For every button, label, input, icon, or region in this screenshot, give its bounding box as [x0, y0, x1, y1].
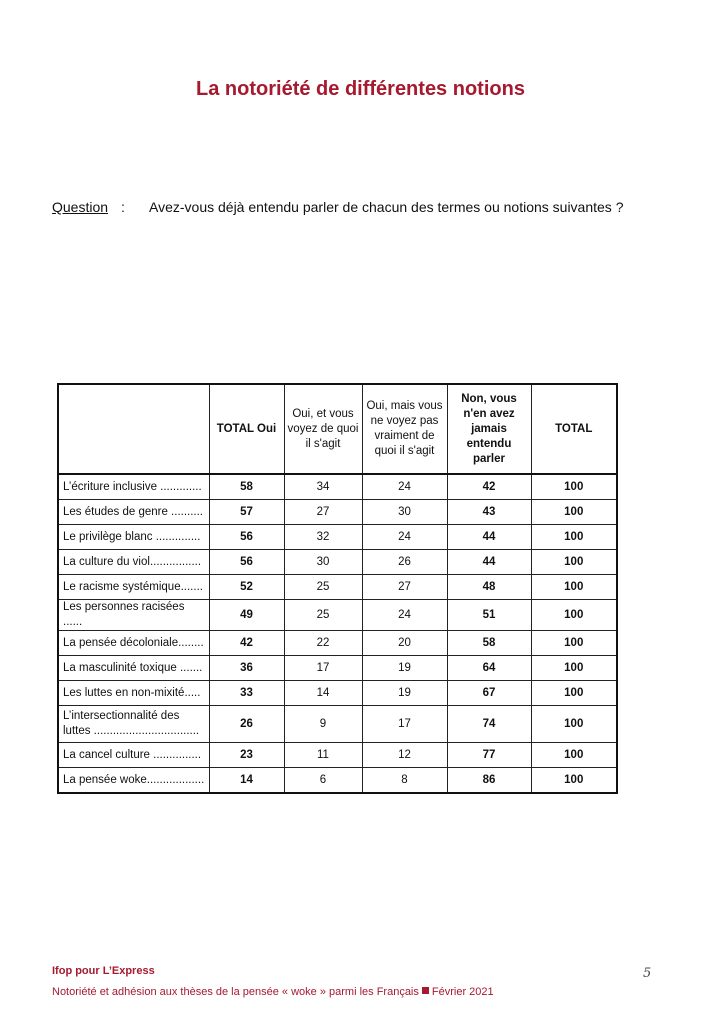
- cell-non: 44: [447, 550, 531, 575]
- table-row: [58, 500, 617, 525]
- cell-oui-voyez: 34: [284, 474, 362, 500]
- cell-oui-voyez: 14: [284, 681, 362, 706]
- footer-study-title: Notoriété et adhésion aux thèses de la pensée « woke » parmi les Français: [52, 986, 419, 998]
- table-body: [58, 474, 617, 793]
- cell-oui-pas-vraiment: 17: [362, 706, 447, 743]
- table-header-row: [58, 384, 617, 474]
- cell-non: 58: [447, 631, 531, 656]
- cell-total: 100: [531, 525, 617, 550]
- cell-total: 100: [531, 706, 617, 743]
- table-row: [58, 681, 617, 706]
- square-bullet-icon: [422, 987, 429, 994]
- table-row: [58, 525, 617, 550]
- row-label: La pensée woke..................: [58, 768, 209, 794]
- cell-total-oui: 42: [209, 631, 284, 656]
- cell-non: 64: [447, 656, 531, 681]
- cell-total-oui: 52: [209, 575, 284, 600]
- cell-non: 74: [447, 706, 531, 743]
- question-text: Avez-vous déjà entendu parler de chacun des termes ou notions suivantes ?: [149, 199, 624, 215]
- cell-oui-voyez: 25: [284, 600, 362, 631]
- table-row: [58, 656, 617, 681]
- cell-non: 43: [447, 500, 531, 525]
- table-row: [58, 575, 617, 600]
- row-label: La masculinité toxique .......: [58, 656, 209, 681]
- cell-total-oui: 26: [209, 706, 284, 743]
- header-oui-voyez: Oui, et vous voyez de quoi il s'agit: [284, 384, 362, 474]
- cell-total: 100: [531, 768, 617, 794]
- cell-oui-pas-vraiment: 24: [362, 474, 447, 500]
- cell-total-oui: 56: [209, 550, 284, 575]
- cell-non: 86: [447, 768, 531, 794]
- question-label: Question: [52, 199, 109, 215]
- cell-non: 44: [447, 525, 531, 550]
- cell-oui-voyez: 32: [284, 525, 362, 550]
- row-label: La pensée décoloniale........: [58, 631, 209, 656]
- table-row: [58, 550, 617, 575]
- cell-oui-voyez: 30: [284, 550, 362, 575]
- cell-total: 100: [531, 631, 617, 656]
- table-row: [58, 706, 617, 743]
- table-row: [58, 600, 617, 631]
- footer-study: [52, 986, 494, 998]
- cell-oui-voyez: 11: [284, 743, 362, 768]
- row-label: L’intersectionnalité des luttes .................................: [58, 706, 209, 743]
- cell-oui-pas-vraiment: 27: [362, 575, 447, 600]
- cell-oui-voyez: 22: [284, 631, 362, 656]
- cell-oui-pas-vraiment: 20: [362, 631, 447, 656]
- cell-total: 100: [531, 500, 617, 525]
- table-row: [58, 631, 617, 656]
- header-non: Non, vous n'en avez jamais entendu parler: [447, 384, 531, 474]
- cell-total-oui: 33: [209, 681, 284, 706]
- row-label: La cancel culture ...............: [58, 743, 209, 768]
- footer-date: Février 2021: [431, 986, 494, 998]
- cell-total: 100: [531, 550, 617, 575]
- cell-non: 77: [447, 743, 531, 768]
- cell-oui-pas-vraiment: 19: [362, 681, 447, 706]
- row-label: Le privilège blanc ..............: [58, 525, 209, 550]
- cell-non: 51: [447, 600, 531, 631]
- header-total-oui: TOTAL Oui: [209, 384, 284, 474]
- page-number: 5: [643, 966, 652, 981]
- table-row: [58, 743, 617, 768]
- cell-total-oui: 36: [209, 656, 284, 681]
- cell-non: 42: [447, 474, 531, 500]
- cell-oui-pas-vraiment: 24: [362, 600, 447, 631]
- cell-total: 100: [531, 743, 617, 768]
- cell-total: 100: [531, 474, 617, 500]
- cell-total-oui: 56: [209, 525, 284, 550]
- cell-total-oui: 49: [209, 600, 284, 631]
- cell-oui-voyez: 9: [284, 706, 362, 743]
- cell-total: 100: [531, 681, 617, 706]
- cell-total-oui: 58: [209, 474, 284, 500]
- cell-total: 100: [531, 575, 617, 600]
- row-label: Les personnes racisées ......: [58, 600, 209, 631]
- table-row: [58, 474, 617, 500]
- cell-oui-voyez: 17: [284, 656, 362, 681]
- cell-oui-voyez: 25: [284, 575, 362, 600]
- row-label: Les luttes en non-mixité.....: [58, 681, 209, 706]
- cell-total: 100: [531, 656, 617, 681]
- cell-total-oui: 23: [209, 743, 284, 768]
- header-oui-pas-vraiment: Oui, mais vous ne voyez pas vraiment de quoi il s'agit: [362, 384, 447, 474]
- cell-oui-pas-vraiment: 24: [362, 525, 447, 550]
- row-label: L’écriture inclusive .............: [58, 474, 209, 500]
- header-total: TOTAL: [531, 384, 617, 474]
- cell-oui-pas-vraiment: 8: [362, 768, 447, 794]
- page-title: La notoriété de différentes notions: [196, 78, 525, 100]
- header-empty: [58, 384, 209, 474]
- cell-oui-pas-vraiment: 12: [362, 743, 447, 768]
- cell-total-oui: 57: [209, 500, 284, 525]
- cell-total: 100: [531, 600, 617, 631]
- row-label: Les études de genre ..........: [58, 500, 209, 525]
- cell-total-oui: 14: [209, 768, 284, 794]
- row-label: La culture du viol................: [58, 550, 209, 575]
- cell-oui-pas-vraiment: 19: [362, 656, 447, 681]
- cell-oui-pas-vraiment: 30: [362, 500, 447, 525]
- cell-oui-voyez: 6: [284, 768, 362, 794]
- cell-non: 67: [447, 681, 531, 706]
- question-colon: :: [121, 199, 125, 215]
- cell-oui-voyez: 27: [284, 500, 362, 525]
- cell-non: 48: [447, 575, 531, 600]
- results-table: [57, 383, 618, 794]
- table-row: [58, 768, 617, 794]
- footer-source: Ifop pour L’Express: [52, 965, 155, 977]
- cell-oui-pas-vraiment: 26: [362, 550, 447, 575]
- row-label: Le racisme systémique.......: [58, 575, 209, 600]
